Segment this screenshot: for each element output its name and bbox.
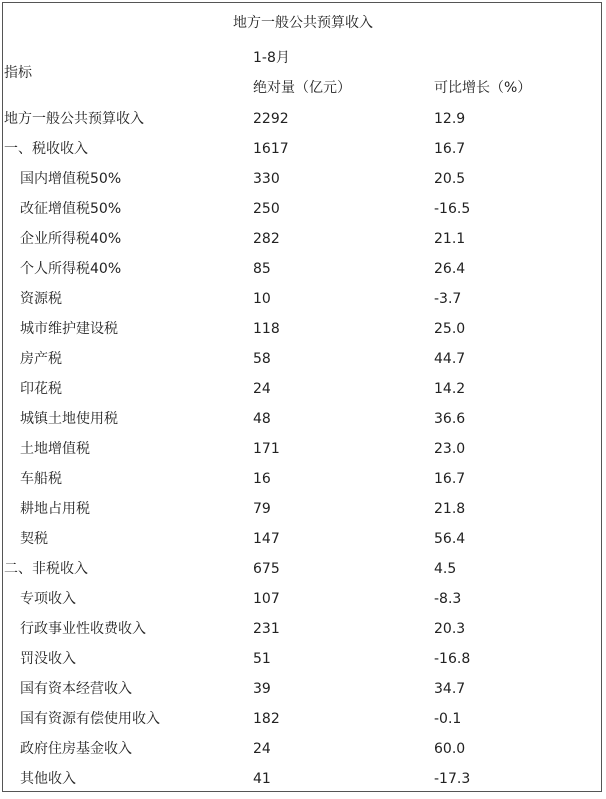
row-indicator-name: 资源税 bbox=[20, 291, 62, 307]
table-row bbox=[0, 409, 606, 439]
row-indicator-name: 印花税 bbox=[20, 381, 62, 397]
row-absolute-value: 48 bbox=[253, 411, 271, 427]
row-absolute-value: 24 bbox=[253, 741, 271, 757]
table-row bbox=[0, 379, 606, 409]
table-row bbox=[0, 199, 606, 229]
table-row bbox=[0, 139, 606, 169]
row-absolute-value: 24 bbox=[253, 381, 271, 397]
table-row bbox=[0, 259, 606, 289]
row-absolute-value: 1617 bbox=[253, 141, 289, 157]
row-indicator-name: 专项收入 bbox=[20, 591, 76, 607]
row-growth-value: 4.5 bbox=[434, 561, 457, 577]
row-growth-value: 56.4 bbox=[434, 531, 466, 547]
header-growth-column: 可比增长（%） bbox=[434, 80, 532, 96]
row-growth-value: -0.1 bbox=[434, 711, 462, 727]
row-absolute-value: 85 bbox=[253, 261, 271, 277]
row-growth-value: -8.3 bbox=[434, 591, 462, 607]
row-growth-value: 20.5 bbox=[434, 171, 466, 187]
row-absolute-value: 10 bbox=[253, 291, 271, 307]
table-row bbox=[0, 559, 606, 589]
header-period: 1-8月 bbox=[253, 50, 290, 66]
row-indicator-name: 改征增值税50% bbox=[20, 201, 122, 217]
row-indicator-name: 行政事业性收费收入 bbox=[20, 621, 146, 637]
row-absolute-value: 147 bbox=[253, 531, 280, 547]
table-row bbox=[0, 289, 606, 319]
row-growth-value: 21.1 bbox=[434, 231, 466, 247]
row-indicator-name: 个人所得税40% bbox=[20, 261, 122, 277]
row-growth-value: 26.4 bbox=[434, 261, 466, 277]
row-absolute-value: 330 bbox=[253, 171, 280, 187]
table-row bbox=[0, 469, 606, 499]
row-absolute-value: 182 bbox=[253, 711, 280, 727]
row-indicator-name: 国有资本经营收入 bbox=[20, 681, 132, 697]
row-absolute-value: 41 bbox=[253, 771, 271, 787]
row-indicator-name: 城镇土地使用税 bbox=[20, 411, 118, 427]
table-row bbox=[0, 169, 606, 199]
row-growth-value: 36.6 bbox=[434, 411, 466, 427]
row-growth-value: 60.0 bbox=[434, 741, 466, 757]
table-row bbox=[0, 769, 606, 799]
row-growth-value: 34.7 bbox=[434, 681, 466, 697]
row-indicator-name: 契税 bbox=[20, 531, 48, 547]
row-indicator-name: 房产税 bbox=[20, 351, 62, 367]
row-growth-value: 25.0 bbox=[434, 321, 466, 337]
row-absolute-value: 171 bbox=[253, 441, 280, 457]
row-absolute-value: 51 bbox=[253, 651, 271, 667]
row-absolute-value: 250 bbox=[253, 201, 280, 217]
row-absolute-value: 118 bbox=[253, 321, 280, 337]
row-absolute-value: 39 bbox=[253, 681, 271, 697]
row-indicator-name: 耕地占用税 bbox=[20, 501, 90, 517]
table-row bbox=[0, 229, 606, 259]
row-absolute-value: 2292 bbox=[253, 111, 289, 127]
row-growth-value: 21.8 bbox=[434, 501, 466, 517]
row-indicator-name: 国有资源有偿使用收入 bbox=[20, 711, 160, 727]
row-growth-value: 16.7 bbox=[434, 141, 466, 157]
row-growth-value: 12.9 bbox=[434, 111, 466, 127]
row-indicator-name: 企业所得税40% bbox=[20, 231, 122, 247]
table-row bbox=[0, 109, 606, 139]
table-row bbox=[0, 349, 606, 379]
table-row bbox=[0, 529, 606, 559]
table-row bbox=[0, 439, 606, 469]
row-growth-value: 14.2 bbox=[434, 381, 466, 397]
table-row bbox=[0, 499, 606, 529]
row-indicator-name: 城市维护建设税 bbox=[20, 321, 118, 337]
row-growth-value: 23.0 bbox=[434, 441, 466, 457]
row-growth-value: 44.7 bbox=[434, 351, 466, 367]
row-absolute-value: 231 bbox=[253, 621, 280, 637]
row-growth-value: -16.8 bbox=[434, 651, 471, 667]
row-indicator-name: 一、税收收入 bbox=[4, 141, 88, 157]
row-growth-value: -17.3 bbox=[434, 771, 471, 787]
row-growth-value: 16.7 bbox=[434, 471, 466, 487]
row-absolute-value: 16 bbox=[253, 471, 271, 487]
table-row bbox=[0, 319, 606, 349]
row-growth-value: 20.3 bbox=[434, 621, 466, 637]
table-row bbox=[0, 679, 606, 709]
row-growth-value: -3.7 bbox=[434, 291, 462, 307]
row-absolute-value: 107 bbox=[253, 591, 280, 607]
table-row bbox=[0, 709, 606, 739]
row-absolute-value: 282 bbox=[253, 231, 280, 247]
row-indicator-name: 二、非税收入 bbox=[4, 561, 88, 577]
row-indicator-name: 政府住房基金收入 bbox=[20, 741, 132, 757]
header-absolute-column: 绝对量（亿元） bbox=[253, 80, 351, 96]
row-indicator-name: 地方一般公共预算收入 bbox=[4, 111, 144, 127]
row-absolute-value: 675 bbox=[253, 561, 280, 577]
row-indicator-name: 土地增值税 bbox=[20, 441, 90, 457]
row-indicator-name: 罚没收入 bbox=[20, 651, 76, 667]
table-title: 地方一般公共预算收入 bbox=[233, 15, 373, 31]
row-absolute-value: 58 bbox=[253, 351, 271, 367]
row-indicator-name: 车船税 bbox=[20, 471, 62, 487]
table-row bbox=[0, 619, 606, 649]
row-indicator-name: 其他收入 bbox=[20, 771, 76, 787]
row-indicator-name: 国内增值税50% bbox=[20, 171, 122, 187]
table-row bbox=[0, 649, 606, 679]
row-absolute-value: 79 bbox=[253, 501, 271, 517]
row-growth-value: -16.5 bbox=[434, 201, 471, 217]
table-row bbox=[0, 739, 606, 769]
table-row bbox=[0, 589, 606, 619]
header-indicator: 指标 bbox=[4, 65, 32, 81]
